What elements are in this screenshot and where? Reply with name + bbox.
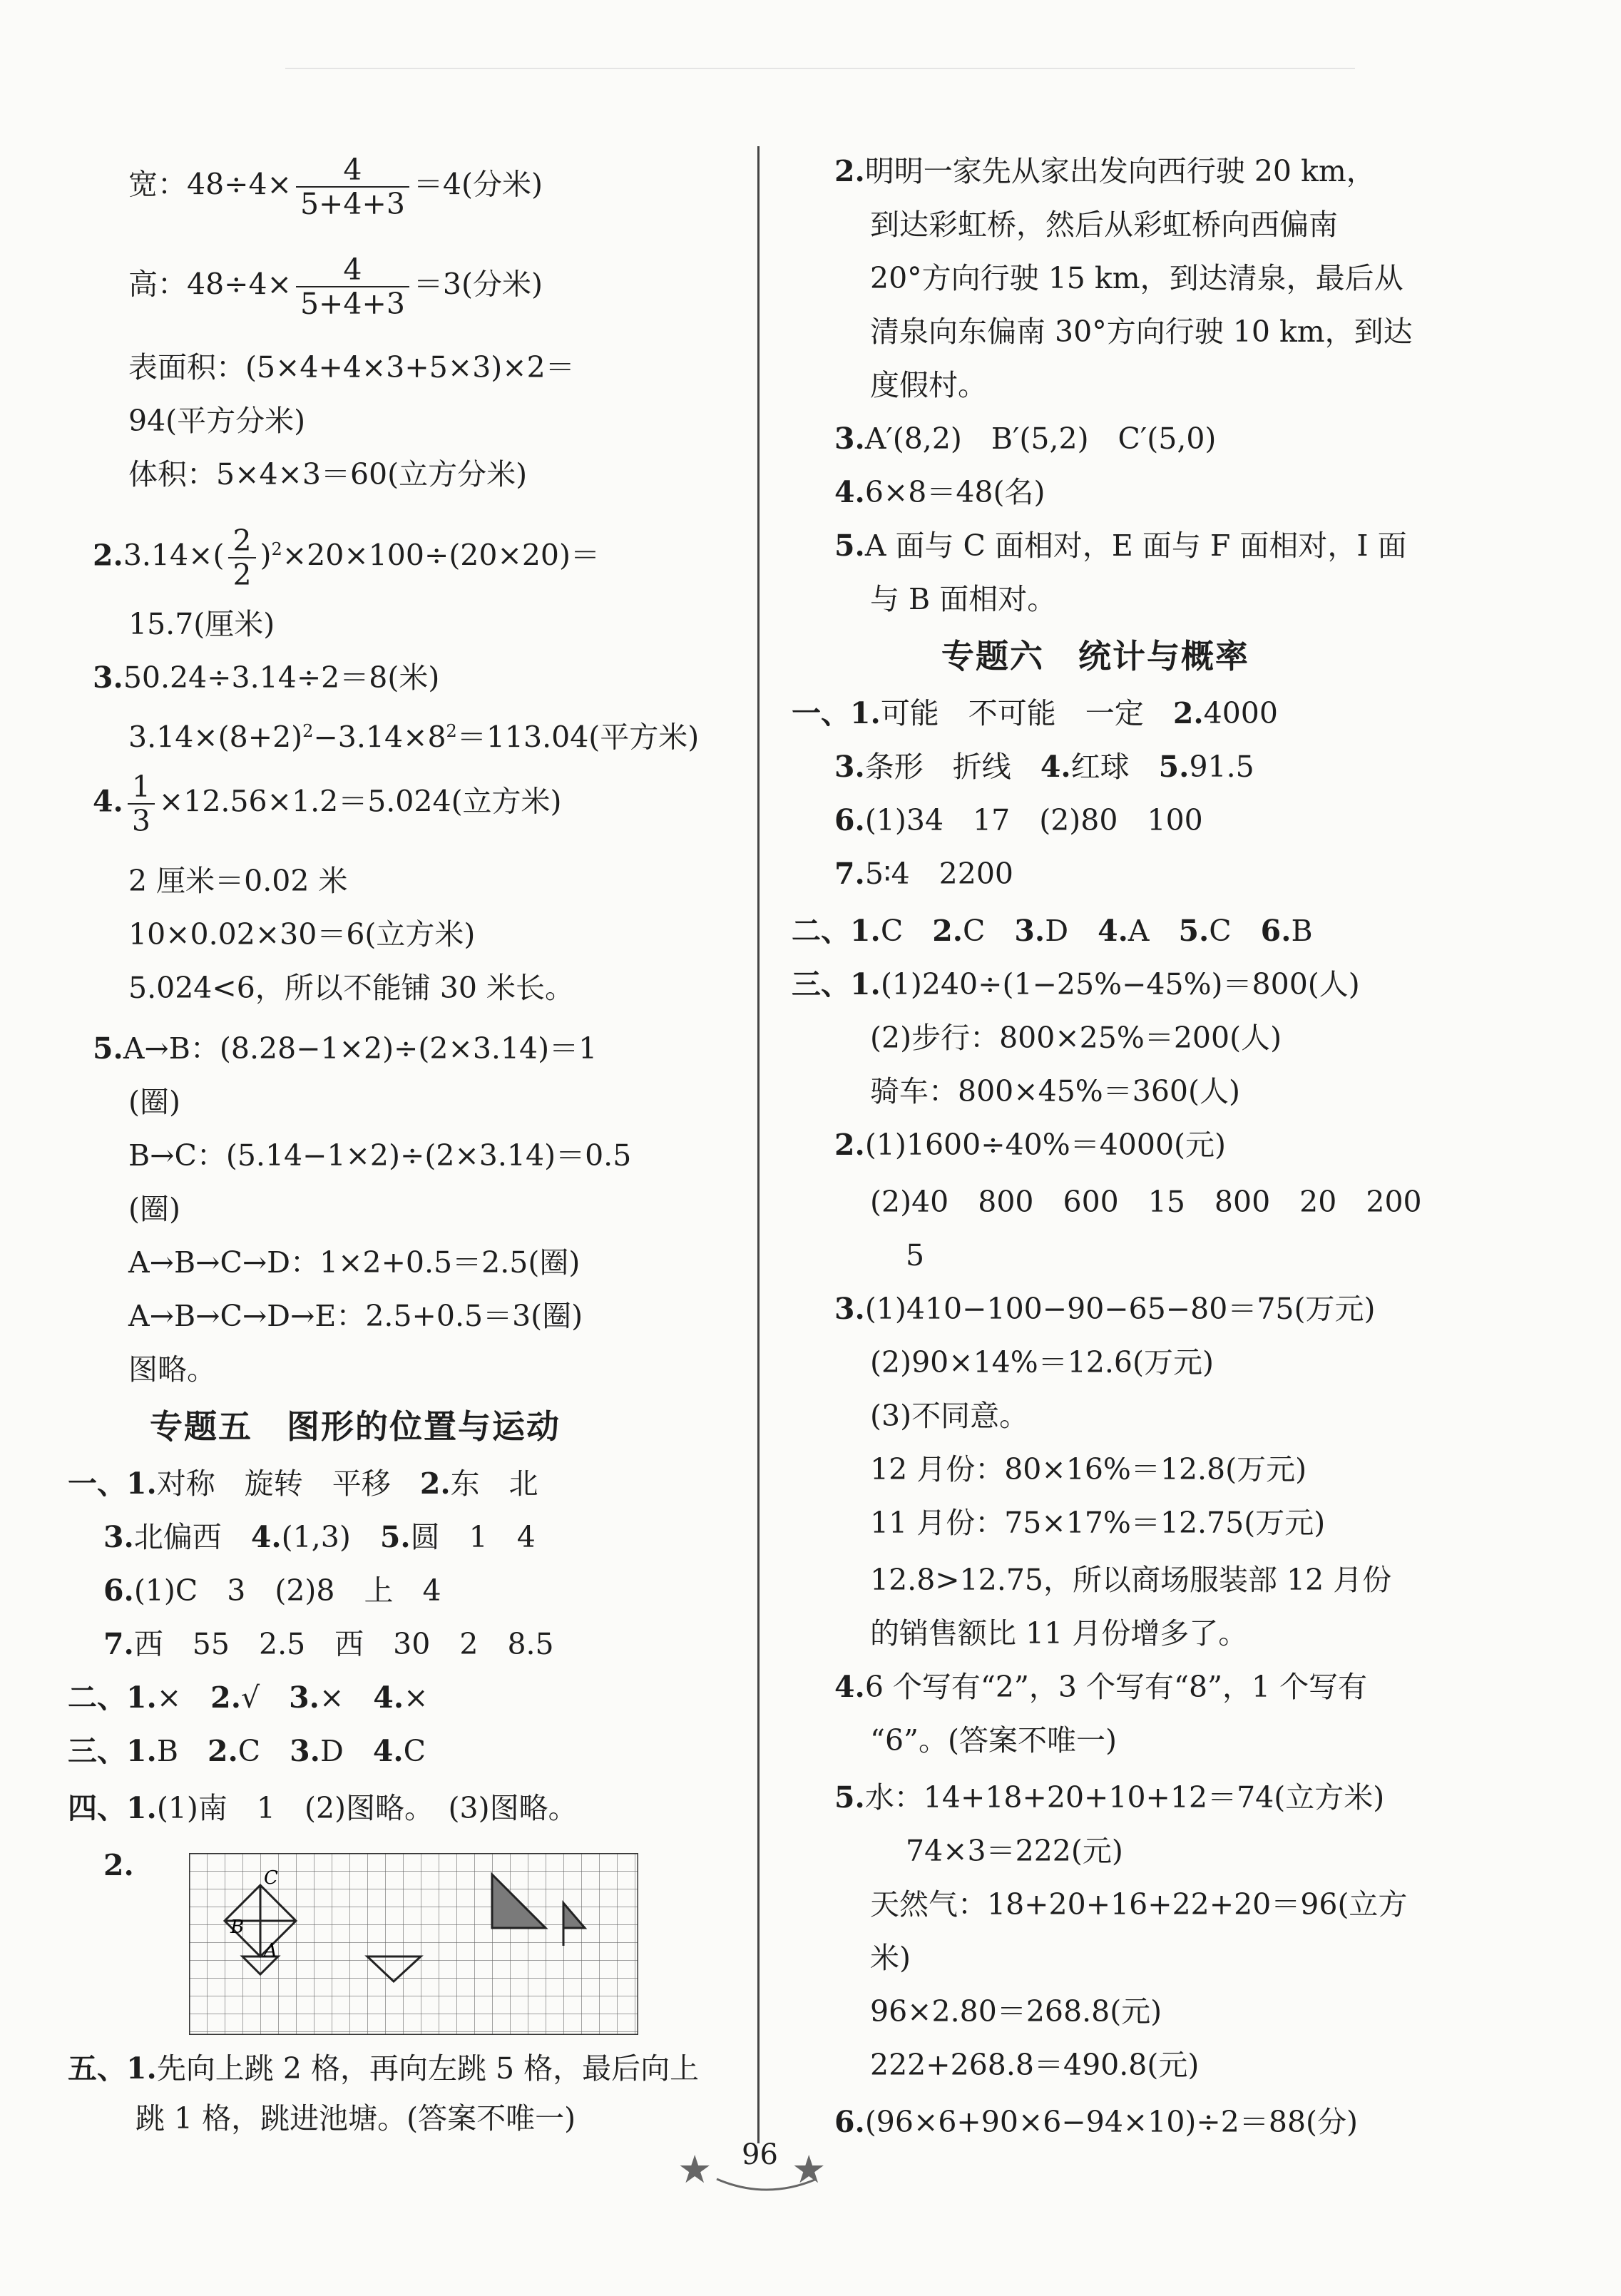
fraction: $\frac{4}{5+4+3}$: [296, 253, 409, 320]
answer-line: 10×0.02×30＝6(立方米): [128, 917, 476, 951]
page-number: 96: [742, 2138, 778, 2171]
answer-line: B→C：(5.14−1×2)÷(2×3.14)＝0.5: [128, 1138, 632, 1173]
swoosh-ornament: [713, 2175, 820, 2197]
answer-line: (圈): [128, 1085, 180, 1119]
section-heading: 专题五 图形的位置与运动: [150, 1407, 561, 1446]
answer-line: 3.(1)410−100−90−65−80＝75(万元): [834, 1292, 1376, 1326]
answer-line: 6.(1)C 3 (2)8 上 4: [103, 1573, 441, 1608]
answer-line: 表面积：(5×4+4×3+5×3)×2＝: [128, 350, 575, 384]
answer-line: A→B→C→D→E：2.5+0.5＝3(圈): [128, 1299, 583, 1333]
answer-line: 4.6×8＝48(名): [834, 475, 1045, 509]
answer-line: (圈): [128, 1192, 180, 1226]
answer-line: 体积：5×4×3＝60(立方分米): [128, 457, 528, 491]
answer-line: 度假村。: [870, 368, 987, 402]
answer-line: 与 B 面相对。: [870, 582, 1057, 616]
fraction: $\frac{1}{3}$: [128, 770, 155, 837]
answer-line: 高：48÷4× $\frac{4}{5+4+3}$ ＝3(分米): [128, 252, 543, 321]
answer-line: 20°方向行驶 15 km，到达清泉，最后从: [870, 261, 1403, 295]
answer-line: 3.50.24÷3.14÷2＝8(米): [93, 660, 440, 695]
answer-line: 2.3.14×( $\frac{2}{2}$ )$^2$×20×100÷(20×20)＝: [93, 524, 600, 592]
answer-line: 四、1.(1)南 1 (2)图略。 (3)图略。: [68, 1791, 578, 1825]
star-icon: ★: [677, 2147, 712, 2192]
column-divider: [757, 146, 760, 2143]
answer-line: (2)40 800 600 15 800 20 200: [870, 1185, 1422, 1219]
answer-line: 2.: [103, 1848, 134, 1882]
answer-line: 222+268.8＝490.8(元): [870, 2048, 1200, 2082]
answer-line: “6”。(答案不唯一): [870, 1723, 1117, 1757]
header-rule: [285, 68, 1355, 69]
answer-line: 2 厘米＝0.02 米: [128, 864, 348, 898]
answer-line: 15.7(厘米): [128, 607, 275, 641]
answer-line: 宽：48÷4× $\frac{4}{5+4+3}$ ＝4(分米): [128, 153, 543, 221]
answer-line: 3.A′(8,2) B′(5,2) C′(5,0): [834, 422, 1217, 456]
answer-line: 7.西 55 2.5 西 30 2 8.5: [103, 1627, 554, 1661]
label-c: C: [264, 1867, 278, 1889]
answer-line: (2)90×14%＝12.6(万元): [870, 1345, 1215, 1379]
label-a: A: [264, 1940, 277, 1961]
star-icon: ★: [792, 2147, 827, 2192]
answer-line: 5.A→B：(8.28−1×2)÷(2×3.14)＝1: [93, 1031, 598, 1066]
answer-line: 2.明明一家先从家出发向西行驶 20 km，: [834, 154, 1376, 188]
answer-line: 96×2.80＝268.8(元): [870, 1994, 1162, 2029]
answer-line: 五、1.先向上跳 2 格，再向左跳 5 格，最后向上: [68, 2051, 700, 2086]
answer-line: 5.024<6，所以不能铺 30 米长。: [128, 971, 575, 1005]
grid-figure-svg: [189, 1853, 638, 2035]
section-heading: 专题六 统计与概率: [941, 637, 1249, 675]
answer-line: 骑车：800×45%＝360(人): [870, 1074, 1240, 1108]
answer-line: 3.北偏西 4.(1,3) 5.圆 1 4: [103, 1520, 536, 1554]
answer-line: 清泉向东偏南 30°方向行驶 10 km，到达: [870, 315, 1413, 349]
answer-line: 12 月份：80×16%＝12.8(万元): [870, 1452, 1307, 1486]
fraction: $\frac{4}{5+4+3}$: [296, 153, 409, 220]
answer-line: (2)步行：800×25%＝200(人): [870, 1021, 1282, 1055]
answer-line: 6.(96×6+90×6−94×10)÷2＝88(分): [834, 2105, 1359, 2139]
answer-line: 94(平方分米): [128, 404, 306, 438]
answer-line: 3.条形 折线 4.红球 5.91.5: [834, 750, 1254, 784]
answer-line: 5.水：14+18+20+10+12＝74(立方米): [834, 1780, 1385, 1815]
answer-line: 三、1.B 2.C 3.D 4.C: [68, 1734, 426, 1768]
answer-line: 2.(1)1600÷40%＝4000(元): [834, 1128, 1227, 1162]
label-b: B: [230, 1917, 245, 1938]
answer-line: $3.14\times(8+2)^2-3.14\times 8^2=113.04$(平方米): [128, 720, 700, 755]
answer-line: 跳 1 格，跳进池塘。(答案不唯一): [135, 2101, 576, 2136]
answer-line: 二、1.C 2.C 3.D 4.A 5.C 6.B: [792, 914, 1313, 948]
fraction: $\frac{2}{2}$: [228, 524, 255, 591]
answer-line: 三、1.(1)240÷(1−25%−45%)＝800(人): [792, 967, 1360, 1001]
answer-line: 5.A 面与 C 面相对，E 面与 F 面相对，I 面: [834, 529, 1407, 563]
answer-line: 图略。: [128, 1352, 216, 1387]
answer-line: 12.8>12.75，所以商场服装部 12 月份: [870, 1563, 1392, 1597]
answer-line: 4. $\frac{1}{3}$ ×12.56×1.2＝5.024(立方米): [93, 770, 562, 838]
answer-line: 6.(1)34 17 (2)80 100: [834, 803, 1203, 837]
answer-line: 7.5∶4 2200: [834, 857, 1013, 891]
answer-line: 二、1.× 2.√ 3.× 4.×: [68, 1680, 429, 1715]
answer-line: 一、1.可能 不可能 一定 2.4000: [792, 696, 1278, 730]
answer-line: 5: [906, 1238, 925, 1272]
answer-line: 天然气：18+20+16+22+20＝96(立方: [870, 1887, 1408, 1922]
answer-line: 米): [870, 1941, 911, 1975]
answer-line: 一、1.对称 旋转 平移 2.东 北: [68, 1466, 538, 1501]
answer-line: (3)不同意。: [870, 1399, 1029, 1433]
answer-line: 4.6 个写有“2”，3 个写有“8”，1 个写有: [834, 1670, 1368, 1704]
answer-line: 11 月份：75×17%＝12.75(万元): [870, 1506, 1326, 1540]
answer-line: 74×3＝222(元): [906, 1834, 1123, 1868]
answer-line: 到达彩虹桥，然后从彩虹桥向西偏南: [870, 208, 1338, 242]
grid-figure: [189, 1853, 638, 2035]
answer-line: 的销售额比 11 月份增多了。: [870, 1616, 1248, 1650]
answer-line: A→B→C→D：1×2+0.5＝2.5(圈): [128, 1245, 581, 1280]
